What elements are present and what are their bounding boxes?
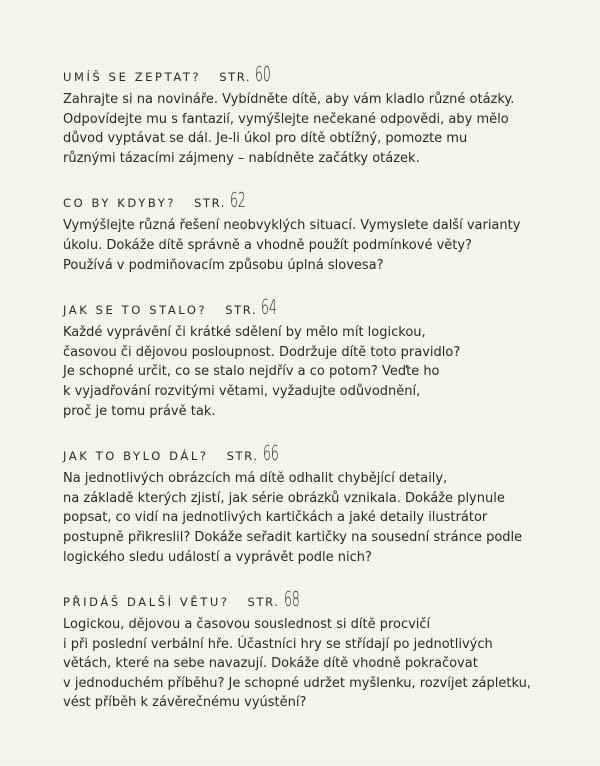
text-line: logického sledu událostí a vyprávět podle nich? [63, 549, 372, 565]
page-ref-number: 68 [283, 587, 300, 612]
text-line: Zahrajte si na novináře. Vybídněte dítě, aby vám kladlo různé otázky. [63, 92, 515, 107]
text-line: důvod vyptávat se dál. Je-li úkol pro dítě obtížný, pomozte mu [63, 131, 468, 147]
activity-section [63, 587, 563, 713]
section-description [63, 216, 563, 275]
page-ref-number: 62 [230, 188, 246, 213]
text-line: Používá v podmiňovacím způsobu úplná slovesa? [63, 257, 384, 273]
text-line: vést příběh k závěrečnému vyústění? [63, 695, 307, 711]
section-title: UMÍŠ SE ZEPTAT? [63, 70, 202, 84]
text-line: časovou či dějovou posloupnost. Dodržuje dítě toto pravidlo? [63, 344, 461, 360]
text-line: Je schopné určit, co se stalo nejdřív a co potom? Veďte ho [63, 364, 440, 380]
page-ref-number: 64 [261, 295, 278, 320]
text-line: Vymýšlejte různá řešení neobvyklých situací. Vymyslete další varianty [63, 218, 521, 234]
section-description [63, 323, 563, 421]
activity-section [63, 295, 563, 421]
page-ref-label: STR. [247, 595, 280, 610]
text-line: k vyjadřování rozvitými větami, vyžadujte odůvodnění, [63, 383, 421, 399]
text-line: proč je tomu právě tak. [63, 403, 216, 419]
activity-section [63, 188, 563, 275]
section-description [63, 90, 563, 168]
section-heading [63, 441, 563, 469]
activity-list [63, 62, 563, 733]
text-line: různými tázacími zájmeny – nabídněte začátky otázek. [63, 150, 420, 166]
page-ref-label: STR. [194, 196, 227, 211]
section-heading [63, 295, 563, 323]
text-line: Odpovídejte mu s fantazií, vymýšlejte nečekané odpovědi, aby mělo [63, 111, 509, 127]
text-line: Na jednotlivých obrázcích má dítě odhalit chybějící detaily, [63, 471, 448, 487]
text-line: popsat, co vidí na jednotlivých kartičkách a jaké detaily ilustrátor [63, 510, 488, 526]
text-line: na základě kterých zjistí, jak série obrázků vznikala. Dokáže plynule [63, 490, 505, 506]
section-heading [63, 62, 563, 90]
section-description [63, 469, 563, 567]
section-title: CO BY KDYBY? [63, 196, 177, 211]
section-heading [63, 188, 563, 216]
text-line: v jednoduchém příběhu? Je schopné udržet myšlenku, rozvíjet zápletku, [63, 675, 531, 691]
page-ref-number: 60 [255, 62, 271, 86]
page-ref-number: 66 [262, 441, 279, 466]
text-line: postupně přikreslil? Dokáže seřadit kartičky na sousední stránce podle [63, 529, 523, 545]
text-line: i při poslední verbální hře. Účastníci hry se střídají po jednotlivých [63, 636, 493, 652]
activity-section [63, 441, 563, 567]
activity-section [63, 62, 563, 168]
text-line: Každé vyprávění či krátké sdělení by mělo mít logickou, [63, 325, 426, 341]
text-line: větách, které na sebe navazují. Dokáže dítě vhodně pokračovat [63, 656, 478, 672]
text-line: Logickou, dějovou a časovou souslednost si dítě procvičí [63, 617, 431, 633]
section-title: JAK TO BYLO DÁL? [63, 449, 209, 464]
section-title: JAK SE TO STALO? [63, 303, 208, 318]
page-ref-label: STR. [219, 70, 252, 84]
section-heading [63, 587, 563, 615]
page-ref-label: STR. [226, 449, 259, 464]
section-description [63, 615, 563, 713]
text-line: úkolu. Dokáže dítě správně a vhodně použít podmínkové věty? [63, 237, 472, 253]
page-ref-label: STR. [225, 303, 258, 318]
section-title: PŘIDÁŠ DALŠÍ VĚTU? [63, 595, 230, 610]
